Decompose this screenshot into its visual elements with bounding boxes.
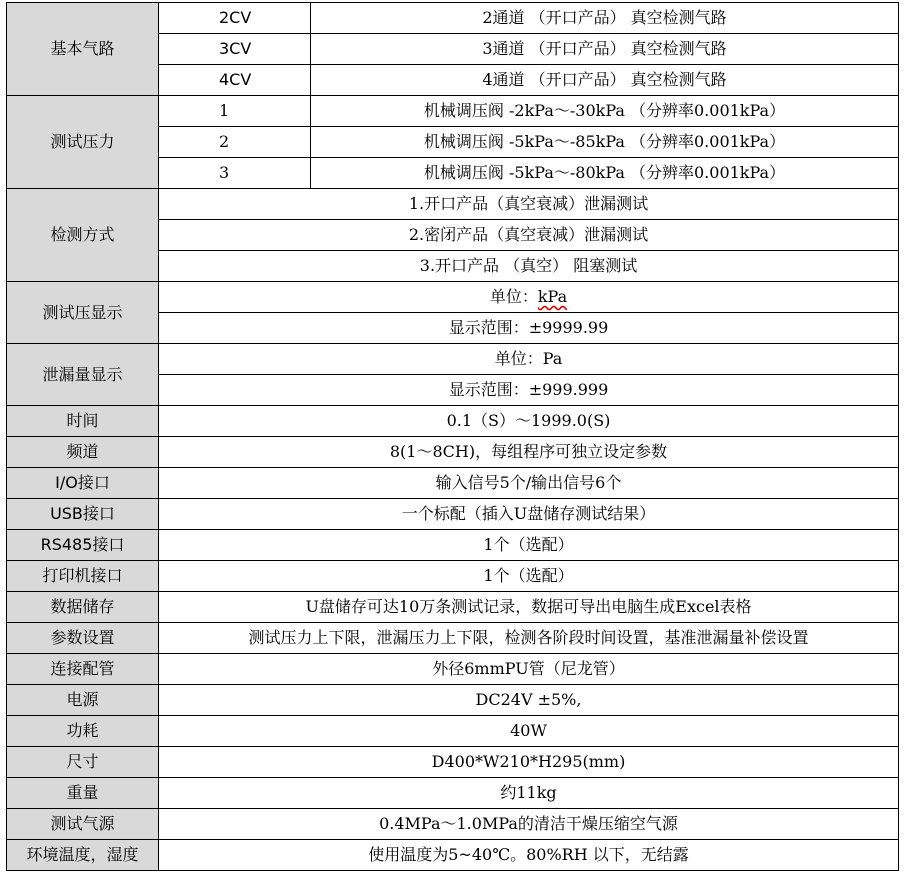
table-row xyxy=(7,561,899,592)
pressure-desc: 机械调压阀 -2kPa～-30kPa （分辨率0.001kPa） xyxy=(311,96,899,127)
test-pressure-label: 测试压力 xyxy=(7,96,159,189)
spec-value: U盘储存可达10万条测试记录，数据可导出电脑生成Excel表格 xyxy=(159,592,899,623)
spec-value: 0.4MPa～1.0MPa的清洁干燥压缩空气源 xyxy=(159,809,899,840)
leak-display-range: 显示范围：±999.999 xyxy=(159,375,899,406)
gas-path-code: 3CV xyxy=(159,34,311,65)
unit-value: kPa xyxy=(537,287,568,306)
gas-path-desc: 4通道 （开口产品） 真空检测气路 xyxy=(311,65,899,96)
spec-value: 1个（选配） xyxy=(159,561,899,592)
spec-table xyxy=(6,2,899,871)
table-row xyxy=(7,344,899,375)
detection-method-item: 2.密闭产品（真空衰减）泄漏测试 xyxy=(159,220,899,251)
table-row xyxy=(7,747,899,778)
spec-value: 一个标配（插入U盘储存测试结果） xyxy=(159,499,899,530)
leak-display-unit: 单位：Pa xyxy=(159,344,899,375)
spec-value: 外径6mmPU管（尼龙管） xyxy=(159,654,899,685)
spec-value: 输入信号5个/输出信号6个 xyxy=(159,468,899,499)
table-row xyxy=(7,468,899,499)
leak-display-label: 泄漏量显示 xyxy=(7,344,159,406)
table-row xyxy=(7,840,899,871)
detection-method-item: 1.开口产品（真空衰减）泄漏测试 xyxy=(159,189,899,220)
pressure-display-range: 显示范围：±9999.99 xyxy=(159,313,899,344)
detection-method-item: 3.开口产品 （真空） 阻塞测试 xyxy=(159,251,899,282)
spec-label: 尺寸 xyxy=(7,747,159,778)
table-row xyxy=(7,499,899,530)
unit-prefix: 单位： xyxy=(489,287,538,306)
spec-label: USB接口 xyxy=(7,499,159,530)
spec-label: 环境温度，湿度 xyxy=(7,840,159,871)
table-row xyxy=(7,96,899,127)
table-row xyxy=(7,3,899,34)
spec-value: 8(1～8CH)，每组程序可独立设定参数 xyxy=(159,437,899,468)
spec-value: D400*W210*H295(mm) xyxy=(159,747,899,778)
spec-label: 功耗 xyxy=(7,716,159,747)
detection-method-label: 检测方式 xyxy=(7,189,159,282)
spec-value: 0.1（S）～1999.0(S) xyxy=(159,406,899,437)
pressure-display-label: 测试压显示 xyxy=(7,282,159,344)
pressure-desc: 机械调压阀 -5kPa～-85kPa （分辨率0.001kPa） xyxy=(311,127,899,158)
spec-label: 电源 xyxy=(7,685,159,716)
table-row xyxy=(7,592,899,623)
gas-path-code: 4CV xyxy=(159,65,311,96)
table-row xyxy=(7,778,899,809)
pressure-code: 3 xyxy=(159,158,311,189)
pressure-display-unit xyxy=(159,282,899,313)
spec-value: 约11kg xyxy=(159,778,899,809)
spec-label: 测试气源 xyxy=(7,809,159,840)
table-row xyxy=(7,716,899,747)
spec-label: 连接配管 xyxy=(7,654,159,685)
gas-path-desc: 2通道 （开口产品） 真空检测气路 xyxy=(311,3,899,34)
table-row xyxy=(7,685,899,716)
basic-gas-path-label: 基本气路 xyxy=(7,3,159,96)
spec-label: 重量 xyxy=(7,778,159,809)
spec-value: 测试压力上下限，泄漏压力上下限，检测各阶段时间设置，基准泄漏量补偿设置 xyxy=(159,623,899,654)
spec-label: 参数设置 xyxy=(7,623,159,654)
spec-label: RS485接口 xyxy=(7,530,159,561)
table-row xyxy=(7,530,899,561)
table-row xyxy=(7,623,899,654)
pressure-desc: 机械调压阀 -5kPa～-80kPa （分辨率0.001kPa） xyxy=(311,158,899,189)
gas-path-desc: 3通道 （开口产品） 真空检测气路 xyxy=(311,34,899,65)
spec-label: 频道 xyxy=(7,437,159,468)
pressure-code: 2 xyxy=(159,127,311,158)
spec-label: I/O接口 xyxy=(7,468,159,499)
spec-label: 时间 xyxy=(7,406,159,437)
table-row xyxy=(7,809,899,840)
table-row xyxy=(7,406,899,437)
table-row xyxy=(7,189,899,220)
spec-value: 1个（选配） xyxy=(159,530,899,561)
table-row xyxy=(7,282,899,313)
gas-path-code: 2CV xyxy=(159,3,311,34)
spec-value: DC24V ±5%, xyxy=(159,685,899,716)
spec-value: 40W xyxy=(159,716,899,747)
spec-label: 数据储存 xyxy=(7,592,159,623)
table-row xyxy=(7,654,899,685)
spec-value: 使用温度为5~40℃。80%RH 以下，无结露 xyxy=(159,840,899,871)
pressure-code: 1 xyxy=(159,96,311,127)
spec-label: 打印机接口 xyxy=(7,561,159,592)
table-row xyxy=(7,437,899,468)
